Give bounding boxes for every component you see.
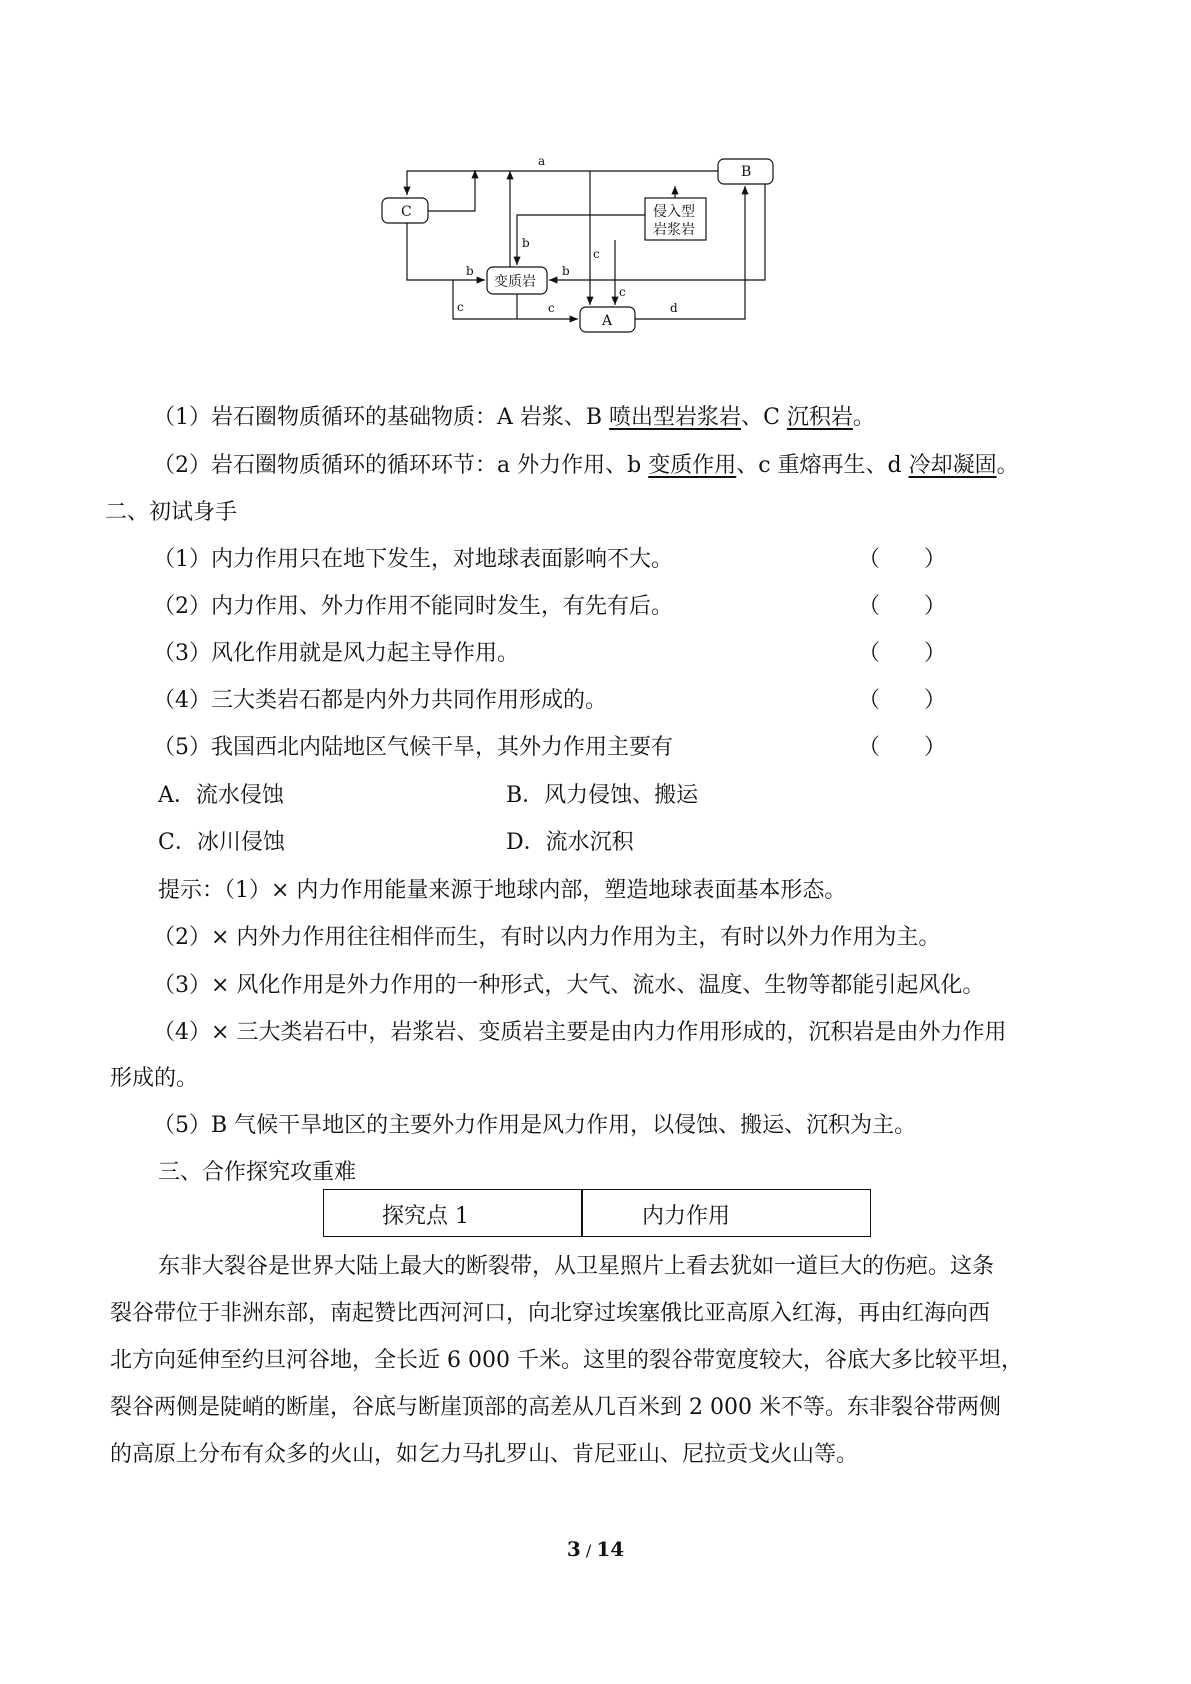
answer-blank: 喷出型岩浆岩 — [609, 405, 742, 430]
hint-4-cont: 形成的。 — [110, 1066, 199, 1091]
table-cell-point: 探究点 1 — [382, 1204, 469, 1229]
paragraph-line-2: 裂谷带位于非洲东部，南起赞比西河河口，向北穿过埃塞俄比亚高原入红海，再由红海向西 — [110, 1301, 991, 1326]
answer-blank: 变质作用 — [648, 453, 737, 478]
option-d: D．流水沉积 — [506, 830, 634, 855]
question-1-paren: （ ） — [858, 547, 947, 572]
hint-3: （3）× 风化作用是外力作用的一种形式，大气、流水、温度、生物等都能引起风化。 — [153, 973, 985, 998]
edge-label-b-2: b — [466, 264, 474, 278]
hint-4: （4）× 三大类岩石中，岩浆岩、变质岩主要是由内力作用形成的，沉积岩是由外力作用 — [153, 1020, 1007, 1045]
hint-5: （5）B 气候干旱地区的主要外力作用是风力作用，以侵蚀、搬运、沉积为主。 — [153, 1113, 917, 1138]
paragraph-line-3: 北方向延伸至约旦河谷地，全长近 6 000 千米。这里的裂谷带宽度较大，谷底大多比较平坦， — [110, 1348, 1023, 1373]
edge-label-c-1: c — [593, 247, 600, 261]
table-cell-topic: 内力作用 — [642, 1204, 731, 1229]
edge-a — [407, 171, 718, 195]
question-3-paren: （ ） — [858, 641, 947, 666]
edge-label-c-3: c — [457, 300, 464, 314]
node-a-label: A — [602, 313, 613, 329]
section1-item2: （2）岩石圈物质循环的循环环节：a 外力作用、b 变质作用、c 重熔再生、d 冷却凝固。 — [153, 453, 1019, 478]
hint-1: 提示：（1）× 内力作用能量来源于地球内部，塑造地球表面基本形态。 — [158, 878, 847, 903]
edge-label-a: a — [538, 154, 546, 168]
node-metamorphic-label: 变质岩 — [494, 274, 536, 290]
question-5-paren: （ ） — [858, 735, 947, 760]
node-c-label: C — [401, 204, 412, 220]
paragraph-line-4: 裂谷两侧是陡峭的断崖，谷底与断崖顶部的高差从几百米到 2 000 米不等。东非裂谷带两侧 — [110, 1395, 1001, 1420]
edge-label-c-4: c — [548, 301, 555, 315]
node-b-label: B — [741, 164, 752, 180]
answer-blank: 冷却凝固 — [908, 453, 997, 478]
node-intrusive-label-2: 岩浆岩 — [653, 222, 695, 238]
question-5: （5）我国西北内陆地区气候干旱，其外力作用主要有 — [153, 735, 673, 760]
section3-heading: 三、合作探究攻重难 — [158, 1160, 357, 1185]
page-number: 3 / 14 — [566, 1537, 625, 1561]
edge-b-left — [517, 215, 645, 265]
node-intrusive-label-1: 侵入型 — [653, 204, 695, 220]
section1-item1: （1）岩石圈物质循环的基础物质：A 岩浆、B 喷出型岩浆岩、C 沉积岩。 — [153, 405, 875, 430]
question-3: （3）风化作用就是风力起主导作用。 — [153, 641, 519, 666]
question-4-paren: （ ） — [858, 688, 947, 713]
paragraph-line-5: 的高原上分布有众多的火山，如乞力马扎罗山、肯尼亚山、尼拉贡戈火山等。 — [110, 1442, 859, 1467]
edge-c-up — [428, 170, 475, 211]
rock-cycle-diagram — [401, 154, 845, 365]
question-2-paren: （ ） — [858, 594, 947, 619]
edge-label-c-2: c — [619, 285, 626, 299]
option-b: B．风力侵蚀、搬运 — [506, 783, 699, 808]
hint-2: （2）× 内外力作用往往相伴而生，有时以内力作用为主，有时以外力作用为主。 — [153, 925, 941, 950]
question-2: （2）内力作用、外力作用不能同时发生，有先有后。 — [153, 594, 673, 619]
answer-blank: 沉积岩 — [786, 405, 853, 430]
rock-cycle-svg — [401, 154, 845, 365]
edge-label-b-1: b — [522, 236, 530, 250]
inquiry-point-table — [323, 1189, 871, 1237]
edge-label-b-3: b — [562, 264, 570, 278]
option-a: A．流水侵蚀 — [158, 783, 284, 808]
section2-heading: 二、初试身手 — [105, 500, 238, 525]
question-1: （1）内力作用只在地下发生，对地球表面影响不大。 — [153, 547, 673, 572]
option-c: C．冰川侵蚀 — [158, 830, 285, 855]
table-divider — [581, 1190, 583, 1236]
question-4: （4）三大类岩石都是内外力共同作用形成的。 — [153, 688, 607, 713]
edge-label-d: d — [670, 301, 678, 315]
paragraph-line-1: 东非大裂谷是世界大陆上最大的断裂带，从卫星照片上看去犹如一道巨大的伤疤。这条 — [158, 1254, 995, 1279]
